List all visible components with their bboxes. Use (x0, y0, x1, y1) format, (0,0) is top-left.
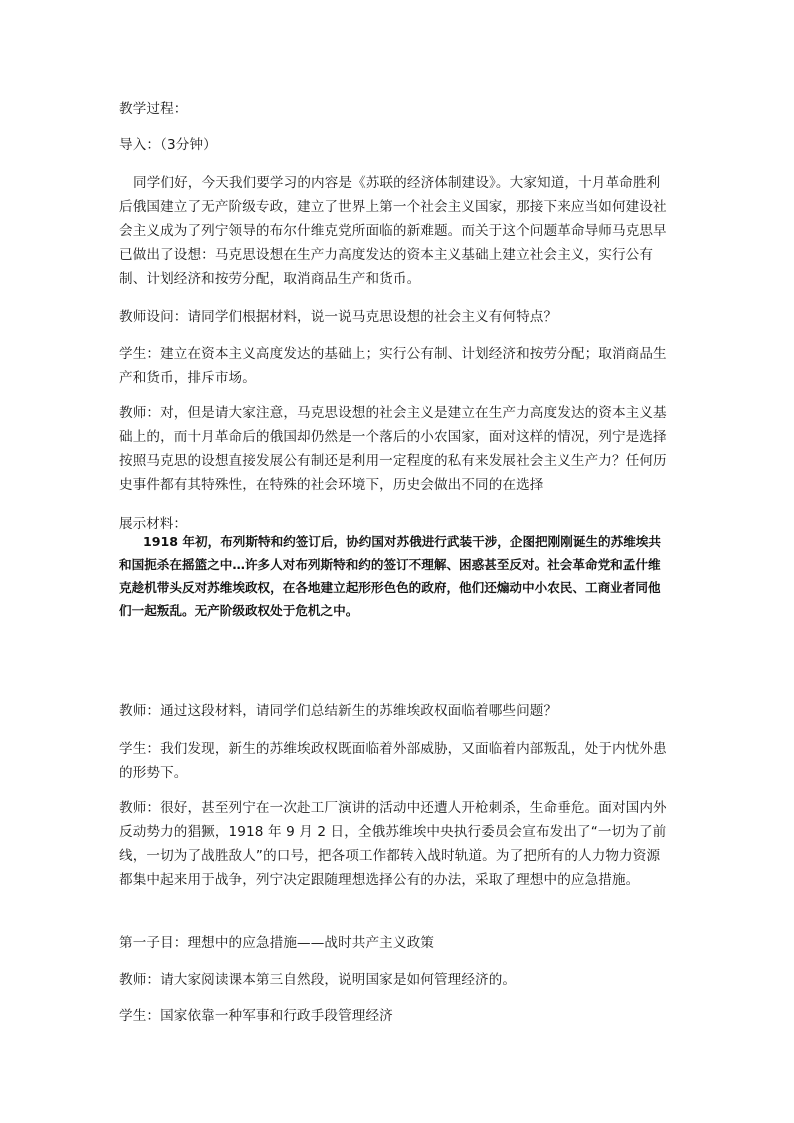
material-label: 展示材料： (119, 516, 187, 532)
teacher-reading-task: 教师：请大家阅读课本第三自然段，说明国家是如何管理经济的。 (119, 972, 517, 988)
material-quote: 1918 年初，布列斯特和约签订后，协约国对苏俄进行武装干涉，企图把刚刚诞生的苏维埃共和国扼杀在摇篮之中…许多人对布列斯特和约的签订不理解、困惑甚至反对。社会革命党和孟什维克趁机带头反对苏维埃政权，在各地建立起形形色色的政府，他们还煽动中小农民、工商业者同他们一起叛乱。无产阶级政权处于危机之中。 (119, 534, 661, 618)
student-answer-paragraph: 学生：建立在资本主义高度发达的基础上；实行公有制、计划经济和按劳分配；取消商品生产和货币，排斥市场。 (119, 346, 667, 386)
student-summary-answer: 学生：我们发现，新生的苏维埃政权既面临着外部威胁，又面临着内部叛乱，处于内忧外患的形势下。 (119, 741, 667, 781)
teacher-explanation-paragraph: 教师：对，但是请大家注意，马克思设想的社会主义是建立在生产力高度发达的资本主义基础上的，而十月革命后的俄国却仍然是一个落后的小农国家，面对这样的情况，列宁是选择按照马克思的设想直接发展公有制还是利用一定程度的私有来发展社会主义生产力？任何历史事件都有其特殊性，在特殊的社会环境下，历史会做出不同的在选择 (119, 405, 667, 493)
teacher-lenin-paragraph: 教师：很好，甚至列宁在一次赴工厂演讲的活动中还遭人开枪刺杀，生命垂危。面对国内外反动势力的猖獗，1918 年 9 月 2 日，全俄苏维埃中央执行委员会宣布发出了“一切为了前线，一切为了战胜敌人”的口号，把各项工作都转入战时轨道。为了把所有的人力物力资源都集中起来用于战争，列宁决定跟随理想选择公有的办法，采取了理想中的应急措施。 (119, 800, 667, 888)
teacher-question-paragraph: 教师设问：请同学们根据材料，说一说马克思设想的社会主义有何特点？ (119, 309, 558, 325)
intro-paragraph: 同学们好，今天我们要学习的内容是《苏联的经济体制建设》。大家知道，十月革命胜利后俄国建立了无产阶级专政，建立了世界上第一个社会主义国家，那接下来应当如何建设社会主义成为了列宁领导的布尔什维克党所面临的新难题。而关于这个问题革命导师马克思早已做出了设想：马克思设想在生产力高度发达的资本主义基础上建立社会主义，实行公有制、计划经济和按劳分配，取消商品生产和货币。 (119, 175, 667, 287)
student-final-answer: 学生：国家依靠一种军事和行政手段管理经济 (119, 1008, 393, 1024)
section-heading: 教学过程： (119, 101, 188, 117)
subsection-title: 第一子目：理想中的应急措施——战时共产主义政策 (119, 935, 434, 951)
teacher-summary-question: 教师：通过这段材料，请同学们总结新生的苏维埃政权面临着哪些问题？ (119, 703, 558, 719)
intro-label: 导入：（3分钟） (119, 137, 217, 153)
